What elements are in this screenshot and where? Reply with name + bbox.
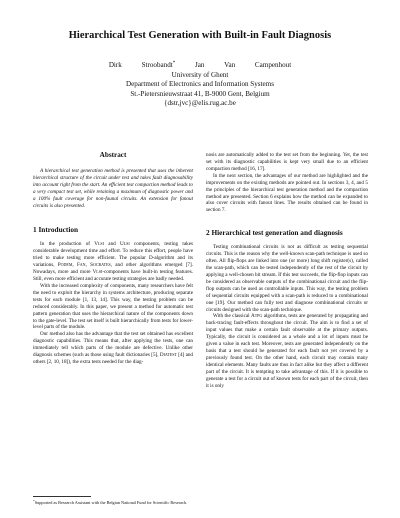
intro-paragraph-3: Our method also has the advantage that the test set obtained has excellent diagnostic capabilities. This means that, after applying the tests, one can immediately tell which parts of the module are defective. Unlike other diagnosis schemes (such as those using fault dictionaries [5], Diatest [4] and others [2, 10, 18]), the extra tests needed for the diag- xyxy=(33,331,193,366)
intro-paragraph-continued: nosis are automatically added to the test set from the beginning. Yet, the test set with its diagnostic capabilities is kept very small due to an efficient compaction method [16, 17]. xyxy=(206,152,368,172)
affiliation-university: University of Ghent xyxy=(171,70,229,79)
author-1: Dirk Stroobandt xyxy=(108,61,173,69)
abstract-heading: Abstract xyxy=(99,151,127,159)
footnote xyxy=(33,499,193,506)
intro-paragraph-2: With the increased complexity of components, many researchers have felt the need to exploit the hierarchy in systems architecture, producing separate tests for each module [1, 13, 14]. This way, the testing problem can be reduced considerably. In this paper, we present a method for automatic test pattern generation that uses the hierarchical nature of the components down to the gate-level. The test set itself is built hierarchically from tests for lower-level parts of the module. xyxy=(33,282,193,331)
left-column xyxy=(33,152,193,366)
author-block xyxy=(0,59,400,109)
intro-paragraph-4: In the next section, the advantages of our method are highlighted and the improvements on the existing methods are pointed out. In sections 3, 4, and 5 the principles of the hierarchical test generation method and the compaction method are presented. Section 6 explains how the method can be expanded to also cover circuits with fanout lines. The results obtained can be found in section 7. xyxy=(206,172,368,214)
intro-paragraph-1: In the production of Vlsi and Ulsi components, testing takes considerable development time and effort. To reduce this effort, people have tried to make testing more efficient. The popular D-algorithm and its variations, Podem, Fan, Socrates, and other algorithms emerged [7]. Nowadays, more and more Vlsi-components have built-in testing features. Still, even more efficient and accurate testing strategies are badly needed. xyxy=(33,241,193,282)
footnote-text: Supported as Research Assistant with the Belgian National Fund for Scientific Research. xyxy=(34,500,188,505)
section-1-heading: 1 Introduction xyxy=(33,225,79,235)
author-2: Jan Van Campenhout xyxy=(195,61,292,69)
affiliation-email: {dstr,jvc}@elis.rug.ac.be xyxy=(164,99,236,108)
paper-title: Hierarchical Test Generation with Built-in Fault Diagnosis xyxy=(68,30,332,41)
affiliation-address: St.-Pietersnieuwstraat 41, B-9000 Gent, Belgium xyxy=(130,89,270,98)
section-2-paragraph-2: With the classical Atpg algorithms, tests are generated by propagating and back-tracing fault-effects throughout the circuit. The aim is to find a set of input values that make a certain fault observable at the primary outputs. Typically, the circuit is considered as a whole and a lot of inputs must be given a value in each test. Moreover, tests are generated independently on the basis that a test should be generated for each fault not yet covered by a previously found test. On the other hand, each circuit may contain many identical elements. Many faults are thus in fact alike but they affect a different part of the circuit. It is tempting to take advantage of this. If it is possible to generate a test for a circuit out of known tests for each part of the circuit, then it is only xyxy=(206,313,368,389)
footnote-rule xyxy=(33,496,91,497)
abstract-text: A hierarchical test generation method is presented that uses the inherent hierarchical structure of the circuit under test and takes fault diagnosability into account right from the start. An efficient test compaction method leads to a very compact test set, while retaining a maximum of diagnostic power and a 100% fault coverage for non-faunal circuits. An extension for fanout circuits is also presented. xyxy=(33,167,193,209)
section-2-heading: 2 Hierarchical test generation and diagnosis xyxy=(206,228,343,238)
footnote-mark: * xyxy=(33,499,35,503)
right-column xyxy=(206,152,368,390)
author-names xyxy=(0,59,400,71)
affiliation-department: Department of Electronics and Information Systems xyxy=(126,80,274,89)
section-2-paragraph-1: Testing combinational circuits is not as difficult as testing sequential circuits. This is the reason why the well-known scan-path technique is used so often. All flip-flops are linked into one (or more) long shift register(s), called the scan-path, which can be tested independently of the rest of the circuit by applying a well-chosen bit stream. If this test succeeds, the flip-flop inputs can be considered as observable outputs of the combinational circuit and the flip-flop outputs can be used as controllable inputs. This way, the testing problem of sequential circuits equipped with a scan-path is reduced to a combinational one [19]. Our method can fully test and diagnose combinational circuits or circuits designed with the scan-path technique. xyxy=(206,244,368,313)
author-footnote-mark: * xyxy=(172,61,176,66)
